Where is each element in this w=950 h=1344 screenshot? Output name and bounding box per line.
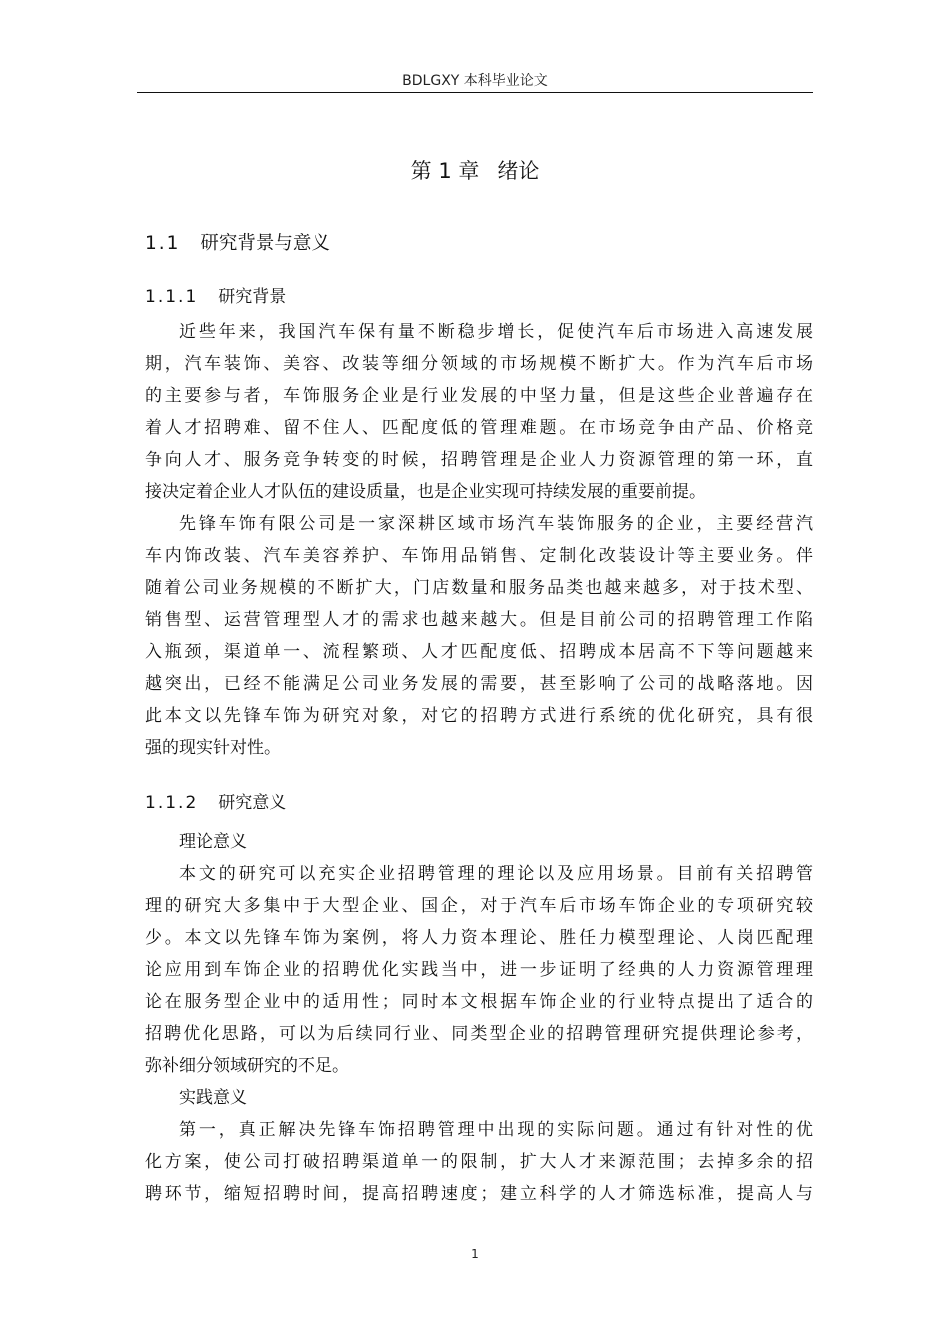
- section-number: 1.1.2: [145, 793, 199, 813]
- section-title: 研究背景与意义: [200, 233, 330, 254]
- section-title: 研究意义: [218, 793, 287, 813]
- significance-paragraphs: [145, 826, 813, 1210]
- section-number: 1.1: [145, 233, 181, 254]
- paragraph-line: 少。本文以先锋车饰为案例，将人力资本理论、胜任力模型理论、人岗匹配理: [145, 928, 813, 948]
- theory-label: 理论意义: [179, 832, 247, 852]
- paragraph-line: 车内饰改装、汽车美容养护、车饰用品销售、定制化改装设计等主要业务。伴: [145, 546, 813, 566]
- background-paragraphs: [145, 316, 813, 764]
- section-title: 研究背景: [218, 287, 287, 307]
- paragraph-line: 强的现实针对性。: [145, 738, 281, 758]
- paragraph-line: 论在服务型企业中的适用性；同时本文根据车饰企业的行业特点提出了适合的: [145, 992, 813, 1012]
- section-heading-1-1-2: [145, 788, 286, 813]
- paragraph-line: 论应用到车饰企业的招聘优化实践当中，进一步证明了经典的人力资源管理理: [145, 960, 813, 980]
- practice-label: 实践意义: [179, 1088, 247, 1108]
- paragraph-line: 销售型、运营管理型人才的需求也越来越大。但是目前公司的招聘管理工作陷: [145, 610, 813, 630]
- chapter-title: [137, 155, 813, 185]
- paragraph-line: 先锋车饰有限公司是一家深耕区域市场汽车装饰服务的企业，主要经营汽: [179, 514, 813, 534]
- paragraph-line: 本文的研究可以充实企业招聘管理的理论以及应用场景。目前有关招聘管: [179, 864, 813, 884]
- running-header: BDLGXY 本科毕业论文: [402, 73, 548, 89]
- paragraph-line: 越突出，已经不能满足公司业务发展的需要，甚至影响了公司的战略落地。因: [145, 674, 813, 694]
- paragraph-line: 随着公司业务规模的不断扩大，门店数量和服务品类也越来越多，对于技术型、: [145, 578, 813, 598]
- page-number: 1: [471, 1247, 479, 1261]
- paragraph-line: 招聘优化思路，可以为后续同行业、同类型企业的招聘管理研究提供理论参考，: [145, 1024, 813, 1044]
- section-heading-1-1-1: [145, 282, 286, 307]
- chapter-number: 第 1 章: [410, 159, 480, 183]
- paragraph-line: 接决定着企业人才队伍的建设质量，也是企业实现可持续发展的重要前提。: [145, 482, 706, 502]
- paragraph-line: 争向人才、服务竞争转变的时候，招聘管理是企业人力资源管理的第一环，直: [145, 450, 813, 470]
- section-number: 1.1.1: [145, 287, 199, 307]
- paragraph-line: 聘环节，缩短招聘时间，提高招聘速度；建立科学的人才筛选标准，提高人与: [145, 1184, 813, 1204]
- section-heading-1-1: [145, 229, 330, 255]
- paragraph-line: 弥补细分领域研究的不足。: [145, 1056, 349, 1076]
- paragraph-line: 化方案，使公司打破招聘渠道单一的限制，扩大人才来源范围；去掉多余的招: [145, 1152, 813, 1172]
- chapter-name: 绪论: [497, 159, 540, 183]
- paragraph-line: 期，汽车装饰、美容、改装等细分领域的市场规模不断扩大。作为汽车后市场: [145, 354, 813, 374]
- header-rule: [137, 92, 813, 93]
- paragraph-line: 的主要参与者，车饰服务企业是行业发展的中坚力量，但是这些企业普遍存在: [145, 386, 813, 406]
- paragraph-line: 此本文以先锋车饰为研究对象，对它的招聘方式进行系统的优化研究，具有很: [145, 706, 813, 726]
- paragraph-line: 着人才招聘难、留不住人、匹配度低的管理难题。在市场竞争由产品、价格竞: [145, 418, 813, 438]
- paragraph-line: 近些年来，我国汽车保有量不断稳步增长，促使汽车后市场进入高速发展: [179, 322, 813, 342]
- paragraph-line: 入瓶颈，渠道单一、流程繁琐、人才匹配度低、招聘成本居高不下等问题越来: [145, 642, 813, 662]
- paragraph-line: 理的研究大多集中于大型企业、国企，对于汽车后市场车饰企业的专项研究较: [145, 896, 813, 916]
- paragraph-line: 第一，真正解决先锋车饰招聘管理中出现的实际问题。通过有针对性的优: [179, 1120, 813, 1140]
